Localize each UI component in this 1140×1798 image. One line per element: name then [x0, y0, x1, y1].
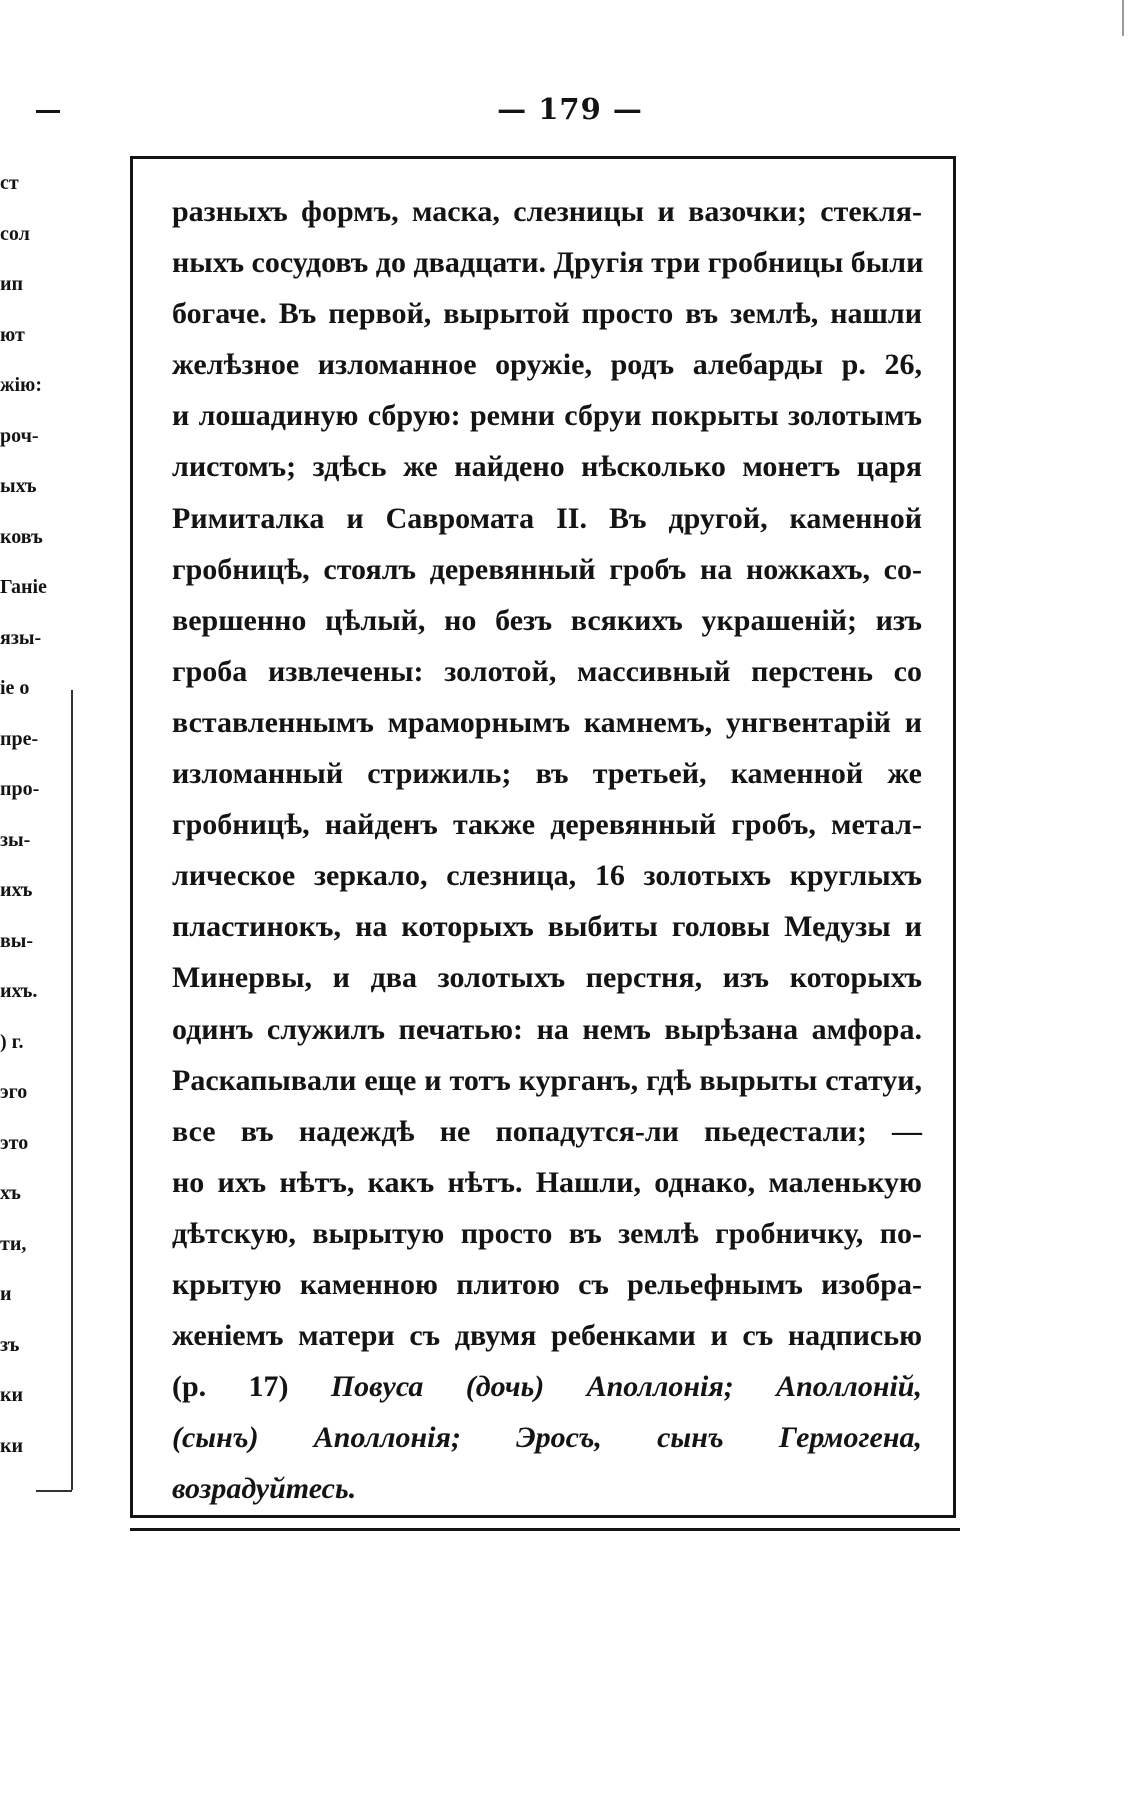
- body-line: Раскапывали еще и тотъ курганъ, гдѣ вырыты статуи,: [172, 1063, 922, 1097]
- margin-fragment: ковъ: [0, 525, 43, 548]
- inscription-line: (сынъ) Аполлонія; Эросъ, сынъ Гермогена,: [172, 1421, 922, 1455]
- margin-fragment: пре-: [0, 727, 39, 750]
- margin-fragment: хъ: [0, 1182, 21, 1204]
- body-line: гробницѣ, найденъ также деревянный гробъ, метал-: [172, 808, 922, 842]
- body-line: желѣзное изломанное оружіе, родъ алебарды р. 26,: [172, 348, 922, 382]
- body-line: вставленнымъ мраморнымъ камнемъ, унгвентарій и: [172, 705, 922, 739]
- body-line: крытую каменною плитою съ рельефнымъ изобра-: [172, 1267, 922, 1301]
- body-line: и лошадиную сбрую: ремни сбруи покрыты золотымъ: [172, 399, 922, 433]
- inscription-reference: (р. 17): [172, 1370, 289, 1404]
- margin-fragment: ти,: [0, 1232, 27, 1255]
- margin-fragment: роч-: [0, 424, 39, 447]
- page-number: — 179 —: [497, 92, 643, 126]
- margin-fragment: язы-: [0, 626, 42, 649]
- body-line: пластинокъ, на которыхъ выбиты головы Медузы и: [172, 910, 922, 944]
- body-line: ныхъ сосудовъ до двадцати. Другія три гробницы были: [172, 246, 924, 280]
- body-line: вершенно цѣлый, но безъ всякихъ украшеній; изъ: [172, 603, 922, 637]
- margin-fragment: зъ: [0, 1333, 20, 1356]
- body-line: изломанный стрижиль; въ третьей, каменной же: [172, 757, 922, 791]
- margin-fragment: ип: [0, 273, 24, 295]
- body-line: все въ надеждѣ не попадутся-ли пьедестали; —: [172, 1114, 922, 1148]
- page-edge-rule: [1122, 0, 1124, 36]
- adjacent-page-rule-horizontal: [36, 1490, 72, 1492]
- margin-fragment: ихъ.: [0, 980, 38, 1002]
- margin-fragment: іе о: [0, 677, 30, 699]
- margin-fragment: ют: [0, 323, 25, 346]
- body-line: Римиталка и Савромата II. Въ другой, каменной: [172, 501, 922, 535]
- margin-fragment: зы-: [0, 828, 31, 851]
- body-line: женіемъ матери съ двумя ребенками и съ надписью: [172, 1319, 922, 1353]
- margin-fragment: ыхъ: [0, 475, 37, 497]
- frame-bottom-rule: [130, 1528, 960, 1531]
- inscription-line: возрадуйтесь.: [172, 1472, 357, 1506]
- margin-fragment: вы-: [0, 929, 34, 952]
- body-line: листомъ; здѣсь же найдено нѣсколько монетъ царя: [172, 450, 922, 484]
- margin-fragment: жію:: [0, 374, 43, 396]
- body-line: гробницѣ, стоялъ деревянный гробъ на ножкахъ, со-: [172, 552, 922, 586]
- margin-fragment: про-: [0, 778, 40, 800]
- body-line: богаче. Въ первой, вырытой просто въ землѣ, нашли: [172, 297, 922, 331]
- margin-fragment: ки: [0, 1384, 24, 1406]
- inscription-line-first: [172, 1361, 922, 1412]
- page-body: [172, 186, 922, 1514]
- body-line: дѣтскую, вырытую просто въ землѣ гробничку, по-: [172, 1216, 922, 1250]
- margin-fragment: ) г.: [0, 1030, 24, 1053]
- margin-fragment: ст: [0, 172, 19, 194]
- margin-fragment: это: [0, 1131, 29, 1154]
- adjacent-page-fragments: [0, 158, 72, 1471]
- adjacent-page-rule-vertical: [71, 690, 73, 1490]
- body-line: Минервы, и два золотыхъ перстня, изъ которыхъ: [172, 961, 922, 995]
- body-line: одинъ служилъ печатью: на немъ вырѣзана амфора.: [172, 1012, 922, 1046]
- margin-fragment: эго: [0, 1081, 28, 1103]
- margin-fragment: и: [0, 1283, 12, 1305]
- body-line: гроба извлечены: золотой, массивный перстень со: [172, 654, 922, 688]
- inscription-text: Повуса (дочь) Аполлонія; Аполлоній,: [330, 1370, 922, 1404]
- margin-fragment: ки: [0, 1434, 24, 1457]
- margin-fragment: Ганіе: [0, 576, 47, 598]
- body-line: лическое зеркало, слезница, 16 золотыхъ круглыхъ: [172, 859, 922, 893]
- margin-fragment: ихъ: [0, 879, 33, 901]
- body-line: но ихъ нѣтъ, какъ нѣтъ. Нашли, однако, маленькую: [172, 1165, 922, 1199]
- margin-fragment: сол: [0, 222, 30, 245]
- body-line: разныхъ формъ, маска, слезницы и вазочки; стекля-: [172, 195, 922, 228]
